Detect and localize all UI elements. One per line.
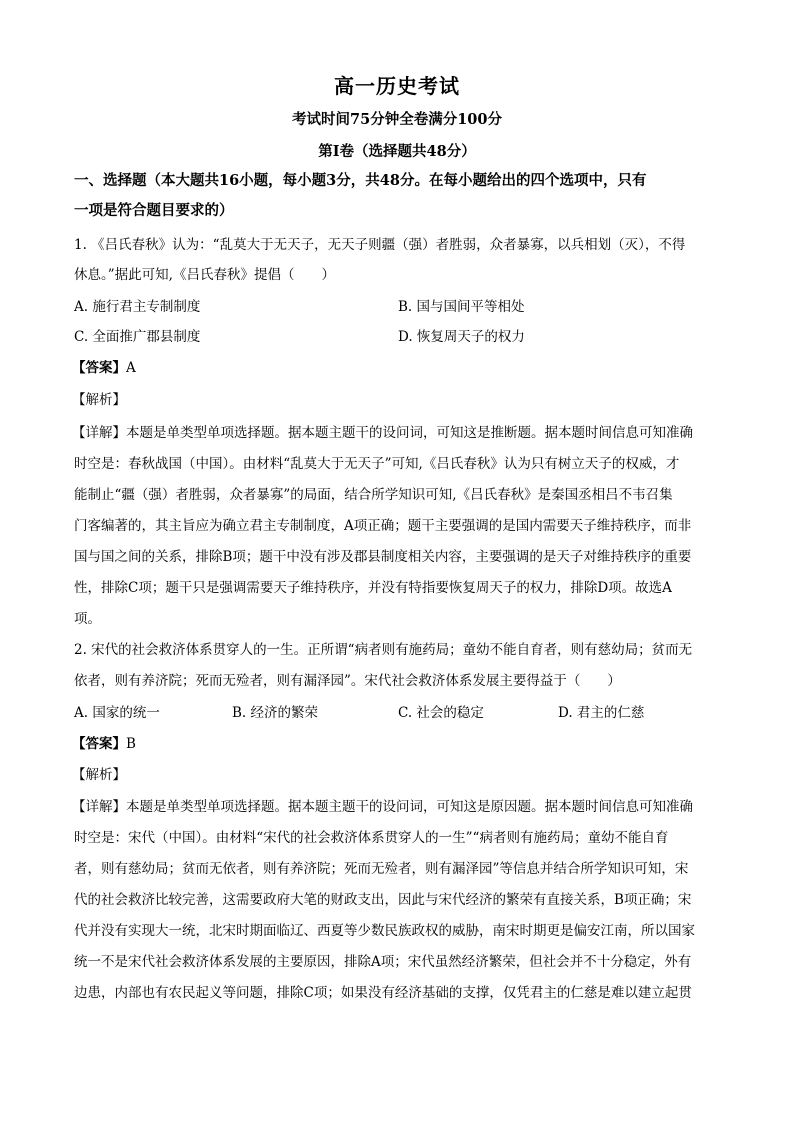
section-heading-line2: 一项是符合题目要求的） xyxy=(74,202,234,219)
q1-detail-tag: 【详解】 xyxy=(72,425,126,441)
exam-info: 考试时间75分钟全卷满分100分 xyxy=(292,111,502,128)
q2-option-d: D. 君主的仁慈 xyxy=(558,705,645,721)
q2-answer xyxy=(72,734,136,754)
q2-detail-line4: 代的社会救济比较完善，这需要政府大笔的财政支出，因此与宋代经济的繁荣有直接关系，B项正确；宋 xyxy=(74,892,692,908)
q1-detail-line6: 性，排除C项；题干只是强调需要天子维持秩序，并没有特指要恢复周天子的权力，排除D项。故选A xyxy=(74,580,672,596)
q2-detail-line6: 统一不是宋代社会救济体系发展的主要原因，排除A项；宋代虽然经济繁荣，但社会并不十分稳定，外有 xyxy=(74,954,692,970)
q2-detail-line2: 时空是：宋代（中国）。由材料“宋代的社会救济体系贯穿人的一生”“病者则有施药局；童幼不能自育 xyxy=(74,830,669,846)
q1-answer-value: A xyxy=(126,360,136,376)
q1-detail-line2: 时空是：春秋战国（中国）。由材料“乱莫大于无天子”可知,《吕氏春秋》认为只有树立天子的权威，才 xyxy=(74,456,680,472)
q2-answer-tag: 【答案】 xyxy=(72,736,126,752)
q1-option-a: A. 施行君主专制制度 xyxy=(74,299,201,315)
q2-detail-line5: 代并没有实现大一统，北宋时期面临辽、西夏等少数民族政权的威胁，南宋时期更是偏安江南，所以国家 xyxy=(74,923,695,939)
q1-answer xyxy=(72,358,136,378)
volume-heading: 第Ⅰ卷（选择题共48分） xyxy=(318,143,476,160)
q2-analysis-label: 【解析】 xyxy=(72,767,126,783)
q1-option-d: D. 恢复周天子的权力 xyxy=(398,329,525,345)
q2-analysis-tag xyxy=(72,765,126,785)
q1-answer-tag: 【答案】 xyxy=(72,360,126,376)
q1-detail-text: 本题是单类型单项选择题。据本题主题干的设问词，可知这是推断题。据本题时间信息可知准确 xyxy=(126,425,693,441)
q2-detail-line3: 者，则有慈幼局；贫而无依者，则有养济院；死而无殓者，则有漏泽园”等信息并结合所学知识可知，宋 xyxy=(74,861,689,877)
q2-detail-line1 xyxy=(72,797,732,817)
q2-answer-value: B xyxy=(126,736,136,752)
page-title: 高一历史考试 xyxy=(334,74,460,98)
q2-detail-line7: 边患，内部也有农民起义等问题，排除C项；如果没有经济基础的支撑，仅凭君主的仁慈是难以建立起贯 xyxy=(74,985,692,1001)
q1-stem-line1: 1. 《吕氏春秋》认为：“乱莫大于无天子，无天子则疆（强）者胜弱，众者暴寡，以兵相划（灭），不得 xyxy=(74,237,686,253)
q2-option-b: B. 经济的繁荣 xyxy=(232,705,319,721)
section-heading-line1: 一、选择题（本大题共16小题，每小题3分，共48分。在每小题给出的四个选项中，只有 xyxy=(74,172,647,189)
q1-stem-line2: 休息。”据此可知,《吕氏春秋》提倡（ ） xyxy=(74,267,335,283)
q2-stem-line2: 依者，则有养济院；死而无殓者，则有漏泽园”。宋代社会救济体系发展主要得益于（ ） xyxy=(74,673,621,689)
q1-detail-line1 xyxy=(72,423,732,443)
q1-detail-line7: 项。 xyxy=(74,611,101,627)
q2-option-c: C. 社会的稳定 xyxy=(398,705,484,721)
q1-option-b: B. 国与国间平等相处 xyxy=(398,299,525,315)
q2-detail-tag: 【详解】 xyxy=(72,799,126,815)
q2-stem-line1: 2. 宋代的社会救济体系贯穿人的一生。正所谓“病者则有施药局；童幼不能自育者，则有慈幼局；贫而无 xyxy=(74,642,693,658)
q2-option-a: A. 国家的统一 xyxy=(74,705,160,721)
q1-analysis-label: 【解析】 xyxy=(72,392,126,408)
q1-detail-line3: 能制止“疆（强）者胜弱，众者暴寡”的局面，结合所学知识可知,《吕氏春秋》是秦国丞相吕不韦召集 xyxy=(74,487,673,503)
q2-detail-text: 本题是单类型单项选择题。据本题主题干的设问词，可知这是原因题。据本题时间信息可知准确 xyxy=(126,799,693,815)
q1-detail-line5: 国与国之间的关系，排除B项；题干中没有涉及郡县制度相关内容，主要强调的是天子对维持秩序的重要 xyxy=(74,549,692,565)
q1-analysis-tag xyxy=(72,390,126,410)
q1-detail-line4: 门客编著的，其主旨应为确立君主专制制度，A项正确；题干主要强调的是国内需要天子维持秩序，而非 xyxy=(74,518,692,534)
q1-option-c: C. 全面推广郡县制度 xyxy=(74,329,201,345)
